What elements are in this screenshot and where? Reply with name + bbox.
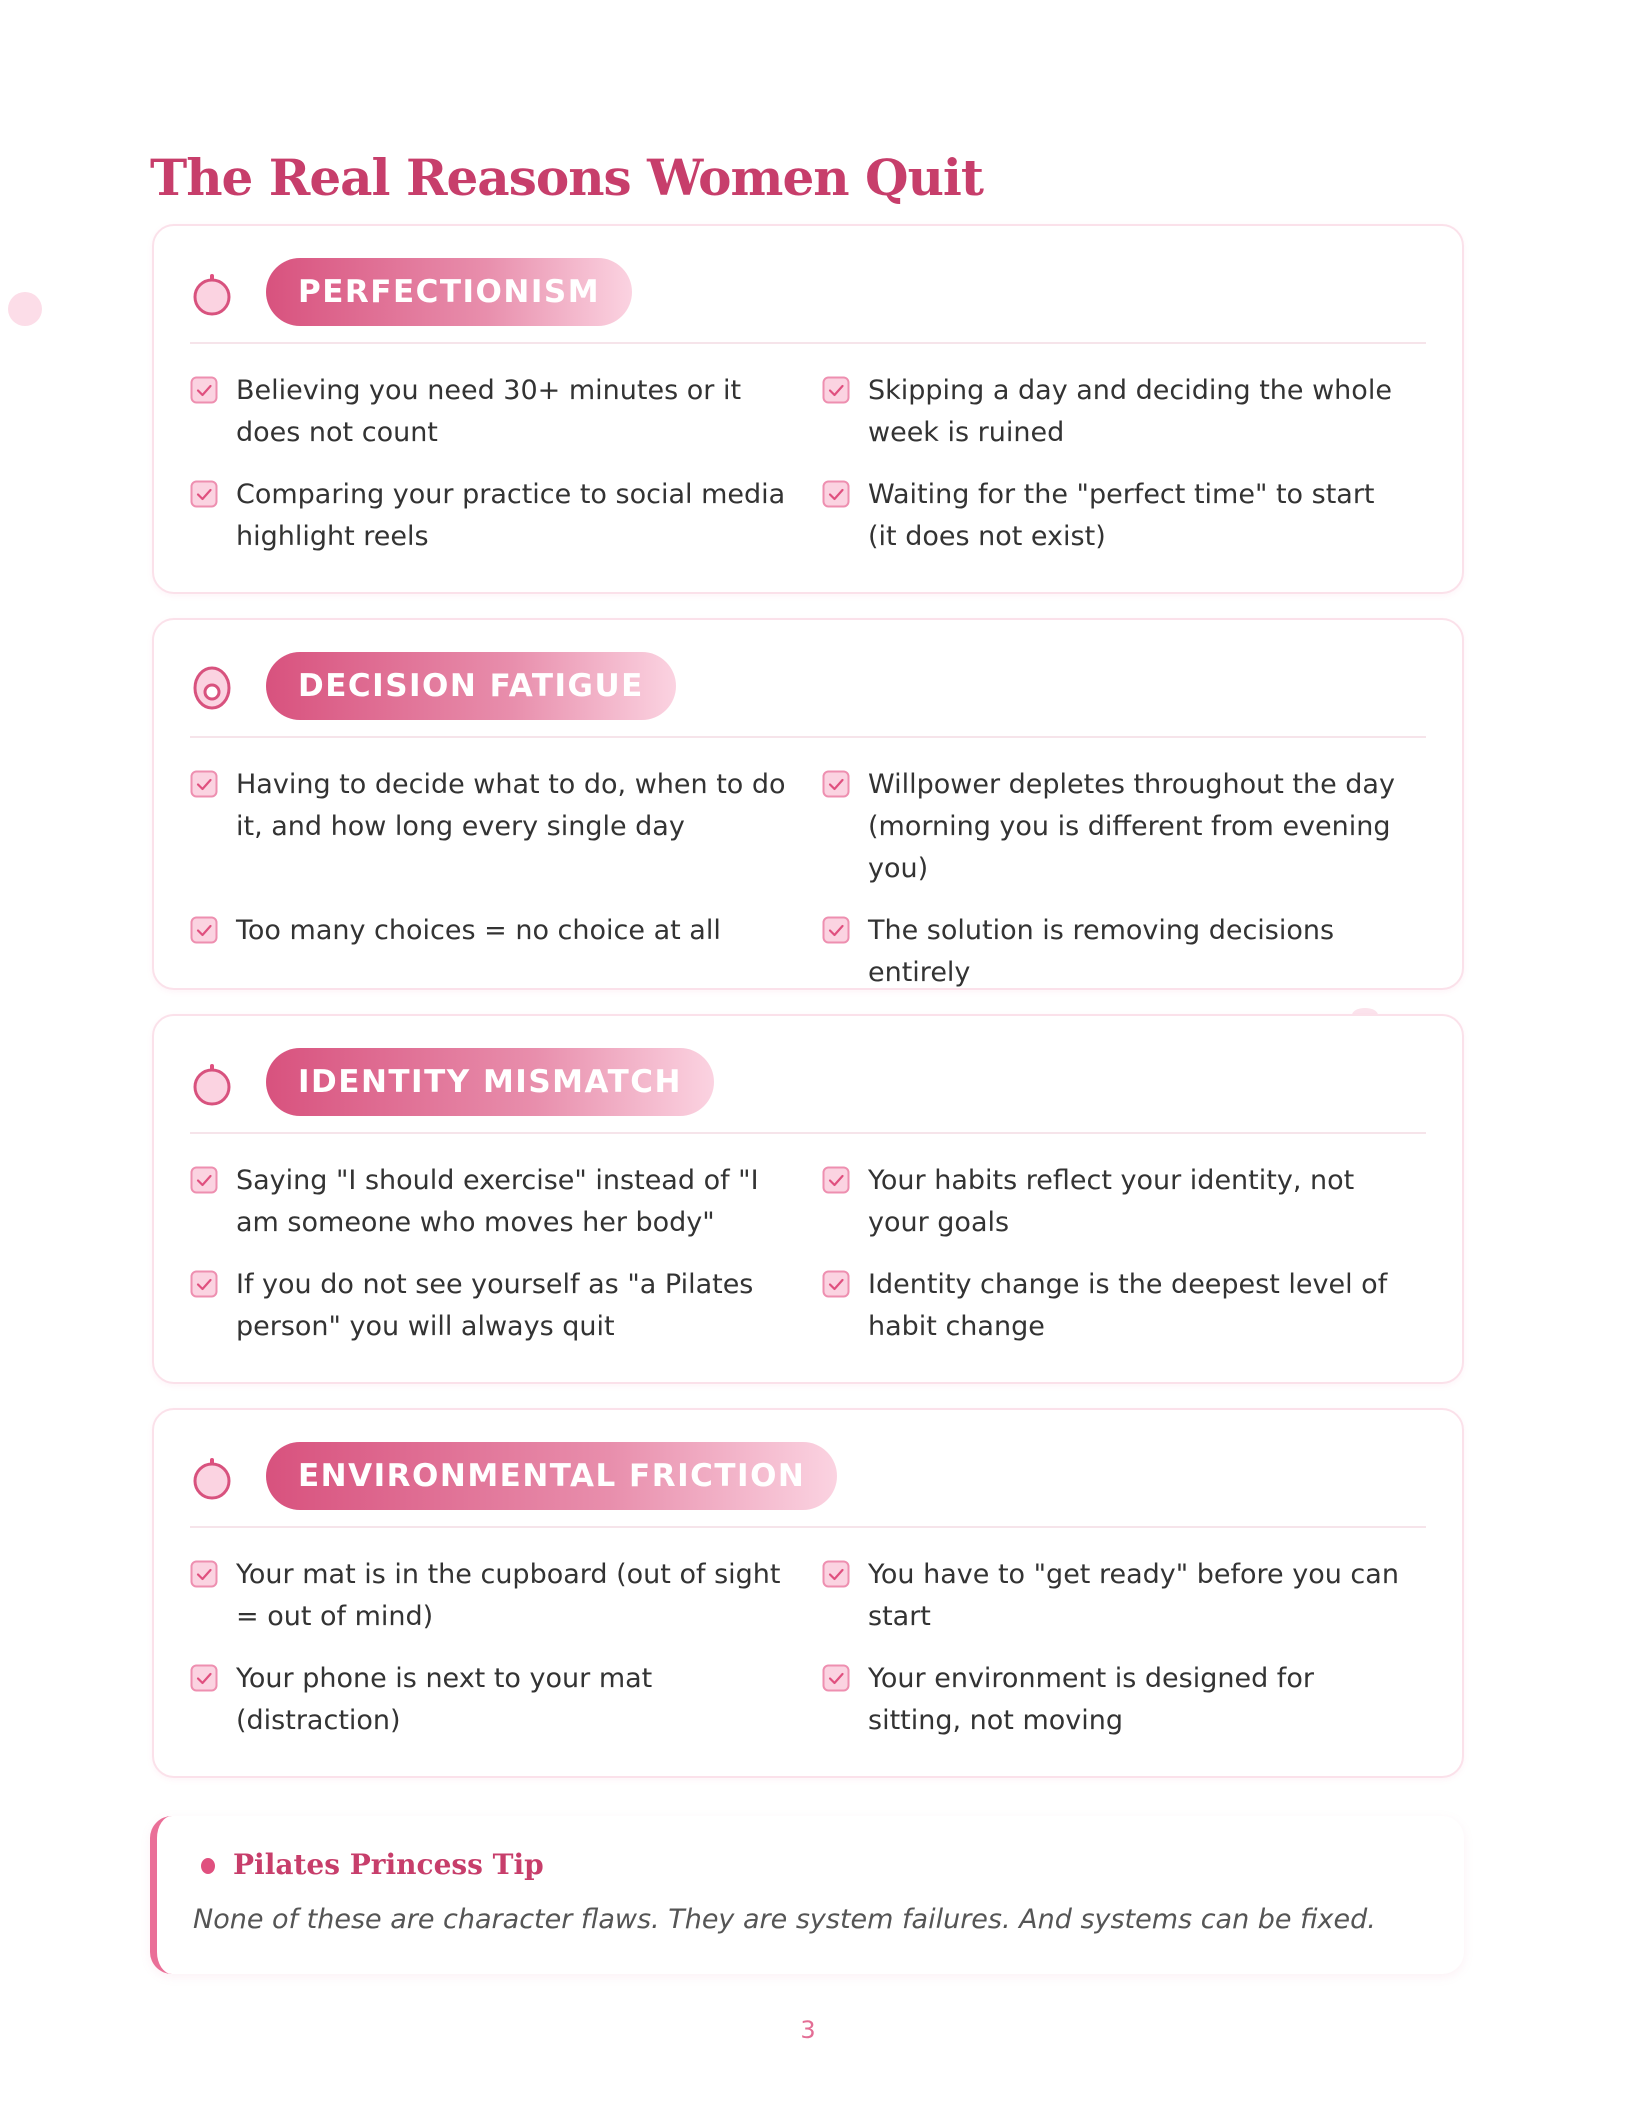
checklist (190, 764, 1426, 994)
checklist-item (190, 910, 822, 994)
decorative-dot (8, 292, 42, 326)
checkbox-checked-icon (822, 376, 850, 404)
item-text: Too many choices = no choice at all (236, 915, 721, 946)
item-text: Your habits reflect your identity, not your goals (868, 1165, 1355, 1238)
checklist-item (822, 1554, 1426, 1638)
checkbox-checked-icon (822, 916, 850, 944)
item-text: Believing you need 30+ minutes or it does not count (236, 375, 742, 448)
section-title-pill: DECISION FATIGUE (266, 652, 676, 720)
checklist-item (822, 1658, 1426, 1742)
section-header (190, 226, 1426, 344)
checkbox-checked-icon (190, 1560, 218, 1588)
timer-icon (190, 1456, 234, 1500)
checkbox-checked-icon (190, 376, 218, 404)
tip-callout (150, 1816, 1464, 1974)
checklist (190, 1554, 1426, 1742)
section-card-identity-mismatch (152, 1014, 1464, 1384)
item-text: Waiting for the "perfect time" to start (it does not exist) (868, 479, 1375, 552)
section-card-decision-fatigue (152, 618, 1464, 990)
section-title-pill: IDENTITY MISMATCH (266, 1048, 714, 1116)
section-title-pill: PERFECTIONISM (266, 258, 632, 326)
item-text: Identity change is the deepest level of habit change (868, 1269, 1388, 1342)
section-header (190, 1016, 1426, 1134)
section-header (190, 620, 1426, 738)
checklist-item (190, 1160, 822, 1244)
checkbox-checked-icon (190, 1270, 218, 1298)
item-text: The solution is removing decisions entirely (868, 915, 1335, 988)
timer-icon (190, 1062, 234, 1106)
checkbox-checked-icon (822, 770, 850, 798)
section-header (190, 1410, 1426, 1528)
page-number: 3 (800, 2016, 816, 2044)
checkbox-checked-icon (822, 480, 850, 508)
item-text: Comparing your practice to social media highlight reels (236, 479, 786, 552)
checklist-item (190, 1264, 822, 1348)
checklist-item (190, 1554, 822, 1638)
checklist-item (822, 1264, 1426, 1348)
checkbox-checked-icon (822, 1166, 850, 1194)
checklist-item (822, 474, 1426, 558)
item-text: Having to decide what to do, when to do it, and how long every single day (236, 769, 786, 842)
section-title-pill: ENVIRONMENTAL FRICTION (266, 1442, 837, 1510)
checklist (190, 370, 1426, 558)
timer-icon (190, 272, 234, 316)
checklist (190, 1160, 1426, 1348)
checklist-item (822, 1160, 1426, 1244)
item-text: You have to "get ready" before you can start (868, 1559, 1399, 1632)
checkbox-checked-icon (190, 480, 218, 508)
item-text: Willpower depletes throughout the day (morning you is different from evening you) (868, 769, 1395, 884)
checklist-item (822, 764, 1426, 890)
checklist-item (190, 474, 822, 558)
item-text: If you do not see yourself as "a Pilates person" you will always quit (236, 1269, 754, 1342)
bullet-dot-icon (201, 1858, 215, 1874)
item-text: Saying "I should exercise" instead of "I am someone who moves her body" (236, 1165, 759, 1238)
checklist-item (190, 764, 822, 890)
checklist-item (190, 370, 822, 454)
item-text: Your environment is designed for sitting, not moving (868, 1663, 1314, 1736)
checkbox-checked-icon (822, 1270, 850, 1298)
checkbox-checked-icon (190, 770, 218, 798)
checkbox-checked-icon (190, 916, 218, 944)
item-text: Skipping a day and deciding the whole week is ruined (868, 375, 1392, 448)
checklist-item (190, 1658, 822, 1742)
tip-text: None of these are character flaws. They are system failures. And systems can be fixed. (193, 1904, 1376, 1935)
checkbox-checked-icon (190, 1664, 218, 1692)
checkbox-checked-icon (190, 1166, 218, 1194)
checklist-item (822, 370, 1426, 454)
checkbox-checked-icon (822, 1560, 850, 1588)
page-title: The Real Reasons Women Quit (150, 148, 984, 207)
brain-icon (190, 666, 234, 710)
checkbox-checked-icon (822, 1664, 850, 1692)
item-text: Your phone is next to your mat (distraction) (236, 1663, 653, 1736)
section-card-perfectionism (152, 224, 1464, 594)
tip-title: Pilates Princess Tip (233, 1848, 544, 1881)
checklist-item (822, 910, 1426, 994)
section-card-environmental-friction (152, 1408, 1464, 1778)
item-text: Your mat is in the cupboard (out of sight = out of mind) (236, 1559, 781, 1632)
